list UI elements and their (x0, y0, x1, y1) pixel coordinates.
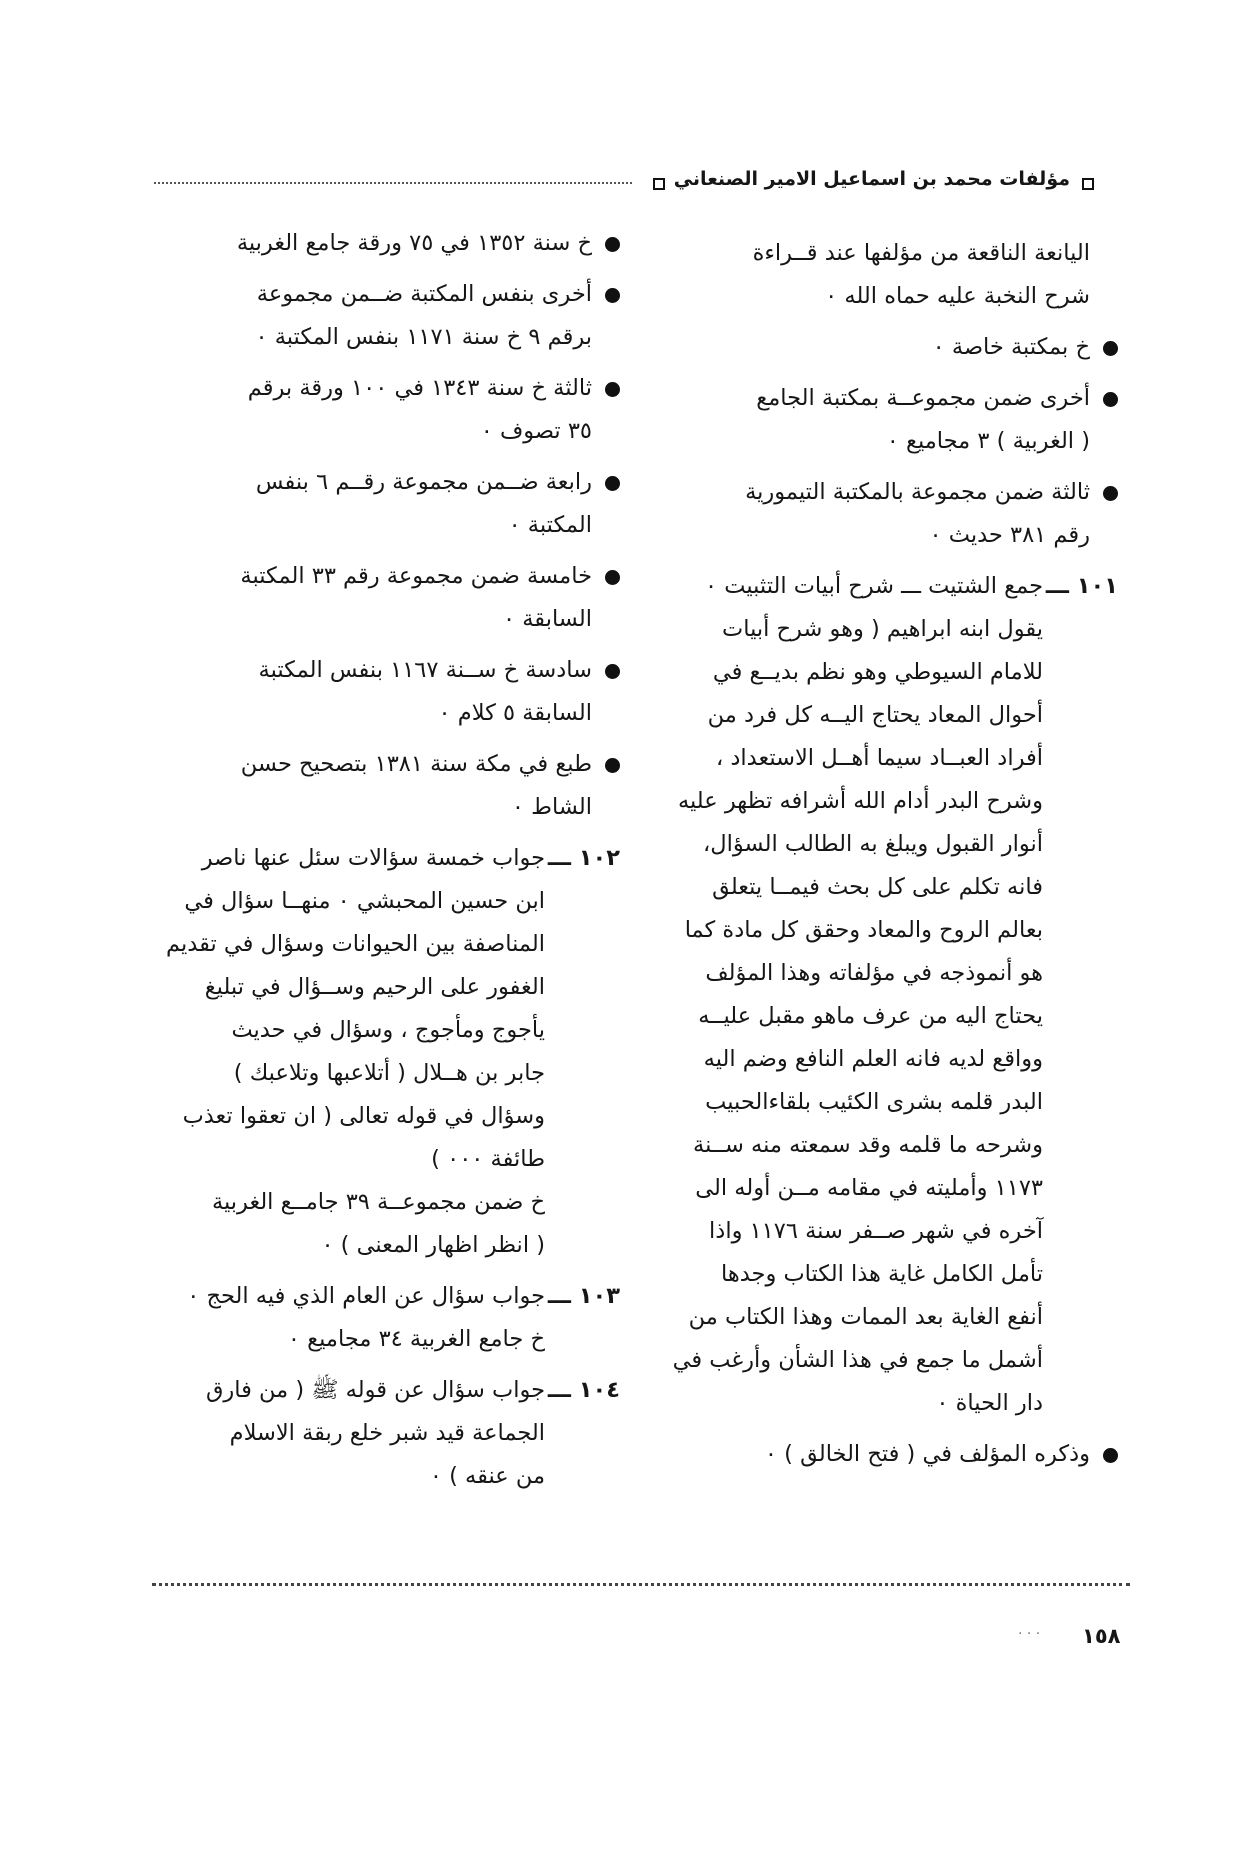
text-line: الشاط ٠ (511, 794, 592, 820)
bullet-item (150, 367, 620, 453)
running-header (150, 162, 1100, 202)
text-line: السابقة ٥ كلام ٠ (438, 700, 592, 726)
text-line: هو أنموذجه في مؤلفاته وهذا المؤلف (705, 960, 1043, 986)
text-line: وواقع لديه فانه العلم النافع وضم اليه (703, 1046, 1043, 1072)
square-ornament-icon (1082, 178, 1094, 190)
text-line: فانه تكلم على كل بحث فيمــا يتعلق (712, 874, 1043, 900)
text-line: البدر قلمه بشرى الكئيب بلقاءالحبيب (705, 1089, 1043, 1115)
text-line: برقم ٩ خ سنة ١١٧١ بنفس المكتبة ٠ (255, 324, 592, 350)
text-line: بعالم الروح والمعاد وحقق كل مادة كما (684, 917, 1043, 943)
entry-number: ١٠٣ ـــ (547, 1283, 620, 1309)
text-line: المناصفة بين الحيوانات وسؤال في تقديم (166, 931, 545, 957)
text-line: جابر بن هــلال ( أتلاعبها وتلاعبك ) (233, 1060, 545, 1086)
text-line: رقم ٣٨١ حديث ٠ (929, 522, 1090, 548)
text-line: أخرى بنفس المكتبة ضــمن مجموعة (256, 281, 592, 307)
entry-104 (150, 1369, 620, 1498)
text-line: دار الحياة ٠ (936, 1390, 1043, 1416)
bullet-item (150, 222, 620, 265)
text-line: من عنقه ) ٠ (429, 1463, 545, 1489)
bullet-item (150, 555, 620, 641)
text-line: رابعة ضــمن مجموعة رقــم ٦ بنفس (255, 469, 592, 495)
text-line: جواب سؤال عن قوله ﷺ ( من فارق (205, 1377, 545, 1403)
bullet-item (150, 649, 620, 735)
text-line: يحتاج اليه من عرف ماهو مقبل عليــه (698, 1003, 1043, 1029)
text-line: يأجوج ومأجوج ، وسؤال في حديث (231, 1017, 545, 1043)
text-line: خ ضمن مجموعــة ٣٩ جامــع الغربية (211, 1189, 545, 1215)
text-line: خ سنة ١٣٥٢ في ٧٥ ورقة جامع الغربية (236, 230, 592, 256)
text-line: ( انظر اظهار المعنى ) ٠ (321, 1232, 545, 1258)
continuation-paragraph (648, 232, 1118, 318)
text-line: آخره في شهر صــفر سنة ١١٧٦ واذا (709, 1218, 1043, 1244)
page-number: ١٥٨ (1082, 1624, 1121, 1648)
header-title: مؤلفات محمد بن اسماعيل الامير الصنعاني (673, 168, 1070, 190)
text-line: المكتبة ٠ (508, 512, 592, 538)
text-line: للامام السيوطي وهو نظم بديــع في (712, 659, 1043, 685)
text-line: ثالثة ضمن مجموعة بالمكتبة التيمورية (745, 479, 1090, 505)
text-line: طائفة ٠٠٠ ) (431, 1146, 545, 1172)
text-line: ٣٥ تصوف ٠ (480, 418, 592, 444)
text-line: ثالثة خ سنة ١٣٤٣ في ١٠٠ ورقة برقم (247, 375, 592, 401)
text-line: أخرى ضمن مجموعــة بمكتبة الجامع (756, 385, 1090, 411)
bullet-item (150, 273, 620, 359)
bullet-item (648, 377, 1118, 463)
text-line: خامسة ضمن مجموعة رقم ٣٣ المكتبة (240, 563, 592, 589)
bullet-item (648, 471, 1118, 557)
text-line: ١١٧٣ وأمليته في مقامه مــن أوله الى (695, 1175, 1043, 1201)
text-line: وشرح البدر أدام الله أشرافه تظهر عليه (677, 788, 1043, 814)
bullet-item (648, 326, 1118, 369)
text-line: يقول ابنه ابراهيم ( وهو شرح أبيات (722, 616, 1043, 642)
text-line: الغفور على الرحيم وســؤال في تبليغ (204, 974, 545, 1000)
text-line: تأمل الكامل غاية هذا الكتاب وجدها (721, 1261, 1043, 1287)
text-line: أشمل ما جمع في هذا الشأن وأرغب في (672, 1347, 1043, 1373)
bullet-item (648, 1433, 1118, 1476)
bullet-item (150, 461, 620, 547)
header-dotted-rule (154, 182, 632, 184)
text-line: خ جامع الغربية ٣٤ مجاميع ٠ (287, 1326, 545, 1352)
right-column (648, 232, 1118, 1484)
left-column (150, 222, 620, 1506)
entry-102 (150, 837, 620, 1267)
footer-dotted-rule (152, 1583, 1130, 1586)
text-line: ( الغربية ) ٣ مجاميع ٠ (886, 428, 1090, 454)
text-line: جواب خمسة سؤالات سئل عنها ناصر (201, 845, 545, 871)
text-line: أحوال المعاد يحتاج اليــه كل فرد من (707, 702, 1043, 728)
text-line: اليانعة الناقعة من مؤلفها عند قــراءة (752, 240, 1090, 266)
entry-number: ١٠٤ ـــ (547, 1377, 620, 1403)
text-line: أنوار القبول ويبلغ به الطالب السؤال، (703, 831, 1043, 857)
text-line: جواب سؤال عن العام الذي فيه الحج ٠ (187, 1283, 545, 1309)
text-line: وذكره المؤلف في ( فتح الخالق ) ٠ (764, 1441, 1090, 1467)
entry-number: ١٠١ ـــ (1045, 573, 1118, 599)
text-line: خ بمكتبة خاصة ٠ (932, 334, 1090, 360)
text-line: السابقة ٠ (503, 606, 592, 632)
scan-specks: · · · (1018, 1626, 1041, 1642)
text-line: شرح النخبة عليه حماه الله ٠ (825, 283, 1090, 309)
entry-101 (648, 565, 1118, 1425)
square-ornament-icon (653, 178, 665, 190)
text-line: أنفع الغاية بعد الممات وهذا الكتاب من (688, 1304, 1043, 1330)
text-line: ابن حسين المحبشي ٠ منهــا سؤال في (184, 888, 545, 914)
text-line: وسؤال في قوله تعالى ( ان تعقوا تعذب (182, 1103, 545, 1129)
text-line: طبع في مكة سنة ١٣٨١ بتصحيح حسن (240, 751, 592, 777)
entry-103 (150, 1275, 620, 1361)
text-line: أفراد العبــاد سيما أهــل الاستعداد ، (715, 745, 1043, 771)
text-line: سادسة خ ســنة ١١٦٧ بنفس المكتبة (258, 657, 592, 683)
text-line: جمع الشتيت ـــ شرح أبيات التثبيت ٠ (704, 573, 1043, 599)
entry-number: ١٠٢ ـــ (547, 845, 620, 871)
text-line: وشرحه ما قلمه وقد سمعته منه ســنة (693, 1132, 1043, 1158)
text-line: الجماعة قيد شبر خلع ربقة الاسلام (229, 1420, 545, 1446)
bullet-item (150, 743, 620, 829)
